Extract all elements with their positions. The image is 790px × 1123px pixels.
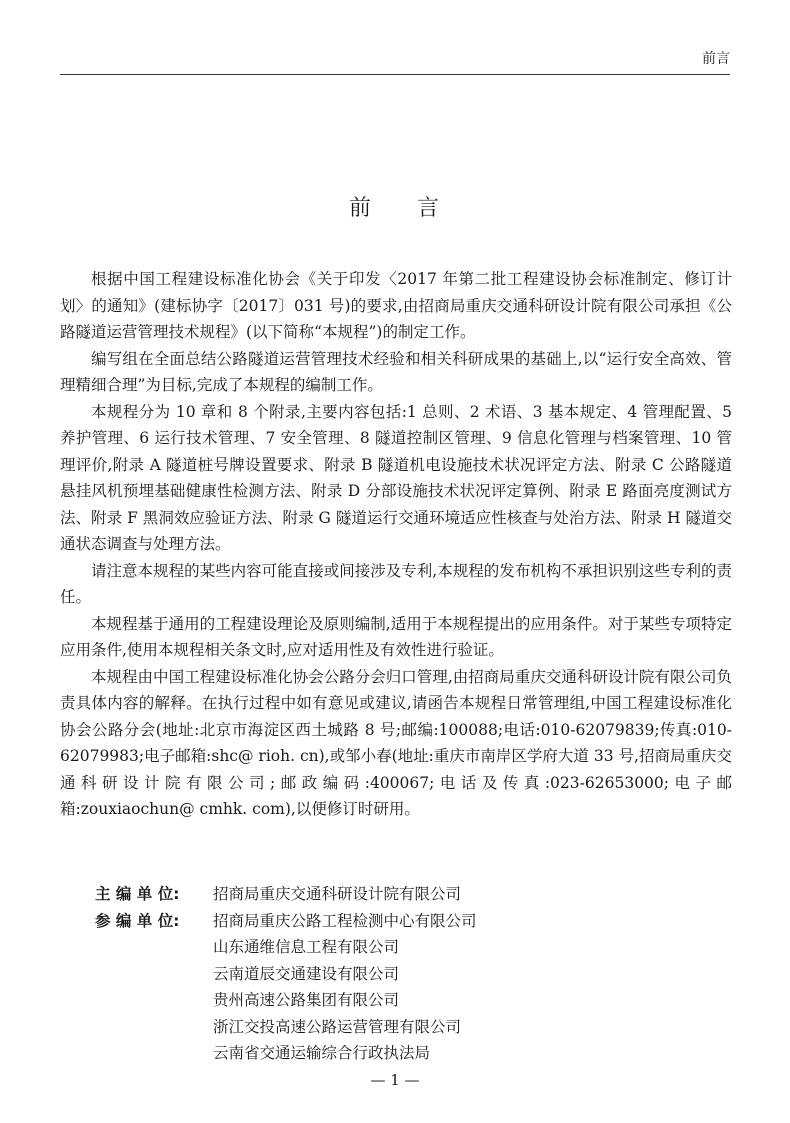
credits-block [95, 881, 715, 1067]
page-title-char-2: 言 [417, 196, 442, 221]
paragraph: 本规程由中国工程建设标准化协会公路分会归口管理,由招商局重庆交通科研设计院有限公司负责具体内容的解释。在执行过程中如有意见或建议,请函告本规程日常管理组,中国工程建设标准化协会公路分会(地址:北京市海淀区西土城路 8 号;邮编:100088;电话:010-62079839;传真:010-62079983;电子邮箱:shc@ rioh. cn),或邹小春(地址:重庆市南岸区学府大道 33 号,招商局重庆交通科研设计院有限公司;邮政编码:400067;电话及传真:023-62653000;电子邮箱:zouxiaochun@ cmhk. com),以便修订时研用。 [60, 667, 732, 818]
paragraph: 本规程基于通用的工程建设理论及原则编制,适用于本规程提出的应用条件。对于某些专项特定应用条件,使用本规程相关条文时,应对适用性及有效性进行验证。 [60, 614, 732, 659]
page-number: — 1 — [370, 1071, 420, 1089]
participating-units-row [95, 908, 715, 1067]
page-header [60, 42, 730, 75]
chief-editor-unit: 招商局重庆交通科研设计院有限公司 [213, 885, 462, 903]
participating-units-label: 参 编 单 位: [95, 911, 180, 930]
participating-unit: 云南道辰交通建设有限公司 [213, 964, 400, 983]
paragraph: 根据中国工程建设标准化协会《关于印发〈2017 年第二批工程建设协会标准制定、修订计划〉的通知》(建标协字〔2017〕031 号)的要求,由招商局重庆交通科研设计院有限公司承担《公路隧道运营管理技术规程》(以下简称“本规程”)的制定工作。 [60, 270, 732, 341]
participating-unit: 招商局重庆公路工程检测中心有限公司 [213, 911, 477, 930]
participating-units-list [213, 908, 715, 1067]
page-title [0, 193, 790, 225]
paragraph: 编写组在全面总结公路隧道运营管理技术经验和相关科研成果的基础上,以“运行安全高效、管理精细合理”为目标,完成了本规程的编制工作。 [60, 349, 732, 394]
preface-body [60, 266, 732, 823]
paragraph: 请注意本规程的某些内容可能直接或间接涉及专利,本规程的发布机构不承担识别这些专利的责任。 [60, 561, 732, 606]
chief-editor-row [95, 881, 715, 908]
participating-unit: 贵州高速公路集团有限公司 [213, 991, 400, 1009]
paragraph: 本规程分为 10 章和 8 个附录,主要内容包括:1 总则、2 术语、3 基本规定、4 管理配置、5 养护管理、6 运行技术管理、7 安全管理、8 隧道控制区管理、9 信息化管理与档案管理、10 管理评价,附录 A 隧道桩号牌设置要求、附录 B 隧道机电设施技术状况评定方法、附录 C 公路隧道悬挂风机预埋基础健康性检测方法、附录 D 分部设施技术状况评定算例、附录 E 路面亮度测试方法、附录 F 黑洞效应验证方法、附录 G 隧道运行交通环境适应性核查与处治方法、附录 H 隧道交通状态调查与处理方法。 [60, 402, 732, 553]
participating-unit: 浙江交投高速公路运营管理有限公司 [213, 1017, 462, 1036]
participating-unit: 云南省交通运输综合行政执法局 [213, 1044, 431, 1062]
page-title-char-1: 前 [348, 196, 373, 221]
chief-editor-label: 主 编 单 位: [95, 885, 180, 903]
running-header-label: 前言 [702, 51, 730, 67]
participating-unit: 山东通维信息工程有限公司 [213, 938, 400, 956]
